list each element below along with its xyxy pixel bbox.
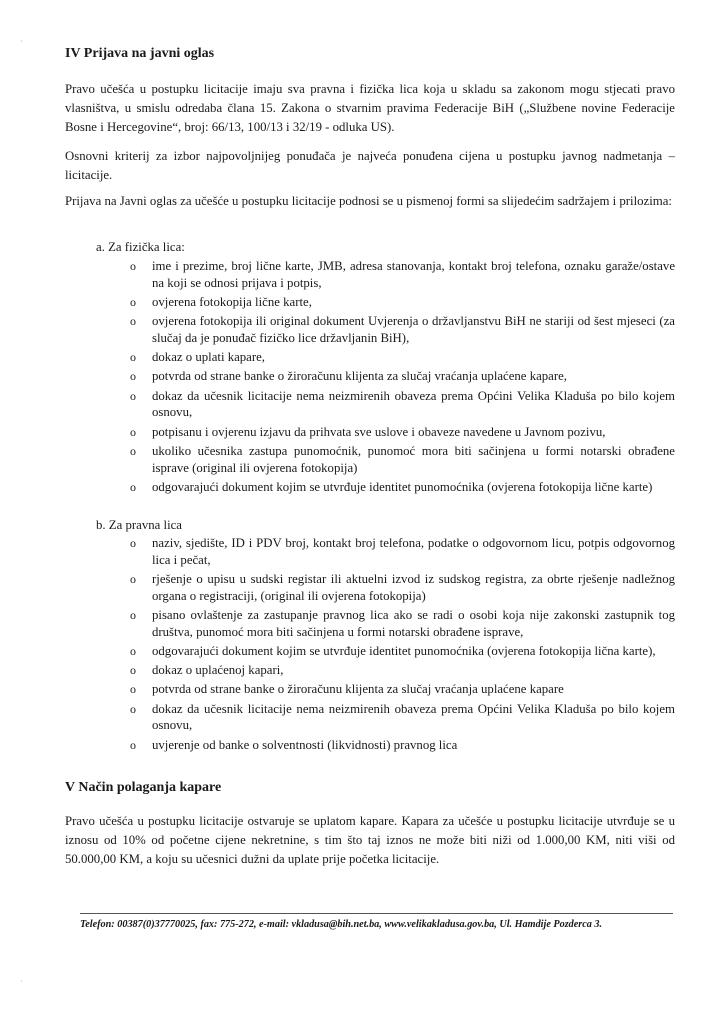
list-item-text: odgovarajući dokument kojim se utvrđuje identitet punomoćnika (ovjerena fotokopija lične karte) xyxy=(152,479,653,494)
bullet-icon: o xyxy=(130,643,136,658)
list-item-text: naziv, sjedište, ID i PDV broj, kontakt broj telefona, podatke o odgovornom licu, potpis odgovornog lica i pečat, xyxy=(152,536,675,567)
list-item-text: ovjerena fotokopija lične karte, xyxy=(152,294,312,309)
bullet-icon: o xyxy=(130,536,136,550)
list-item-text: pisano ovlaštenje za zastupanje pravnog lica ako se radi o osobi koja nije zakonski zastupnik tog društva, punomoć mora biti sačinjena u formi notarski obrađene isprave, xyxy=(152,607,675,639)
bullet-icon: o xyxy=(130,682,136,697)
bullet-icon: o xyxy=(130,424,136,439)
list-item xyxy=(130,643,675,660)
scan-mark: · xyxy=(20,976,23,986)
list-item-text: dokaz o uplaćenoj kapari, xyxy=(152,663,284,678)
paragraph-application-form: Prijava na Javni oglas za učešće u postupku licitacije podnosi se u pismenoj formi sa slijedećim sadržajem i prilozima: xyxy=(65,194,672,208)
list-item-text: uvjerenje od banke o solventnosti (likvidnosti) pravnog lica xyxy=(152,737,458,752)
list-item-text: potpisanu i ovjerenu izjavu da prihvata sve uslove i obaveze navedene u Javnom pozivu, xyxy=(152,424,606,439)
list-item xyxy=(130,479,675,496)
list-item-text: dokaz da učesnik licitacije nema neizmirenih obaveza prema Općini Velika Kladuša po bilo kojem osnovu, xyxy=(152,388,675,420)
paragraph-eligibility: Pravo učešća u postupku licitacije imaju sva pravna i fizička lica koja u skladu sa zakonom mogu stjecati pravo vlasništva, u smislu odredaba člana 15. Zakona o stvarnim pravima Federacije BiH („Službene novine Federacije Bosne i Hercegovine“, broj: 66/13, 100/13 i 32/19 - odluka US). xyxy=(65,82,675,134)
list-item xyxy=(130,535,675,569)
list-item xyxy=(130,313,675,347)
list-item xyxy=(130,424,675,441)
list-item-text: potvrda od strane banke o žiroračunu klijenta za slučaj vraćanja uplaćene kapare xyxy=(152,682,564,697)
list-item-text: dokaz da učesnik licitacije nema neizmirenih obaveza prema Općini Velika Kladuša po bilo kojem osnovu, xyxy=(152,701,675,733)
bullet-icon: o xyxy=(130,259,136,273)
subheading-natural-persons: a. Za fizička lica: xyxy=(96,240,185,254)
list-item-text: ovjerena fotokopija ili original dokument Uvjerenja o državljanstvu BiH ne stariji od šest mjeseci (za slučaj da je ponuđač fizičko lice državljanin BiH), xyxy=(152,314,675,345)
bullet-icon: o xyxy=(130,369,136,384)
paragraph-deposit: Pravo učešća u postupku licitacije ostvaruje se uplatom kapare. Kapara za učešće u postupku licitacije utvrđuje se u iznosu od 10% od početne cijene nekretnine, s tim što taj iznos ne može biti niži od 1.000,00 KM, niti viši od 50.000,00 KM, a koju su učesnici dužni da uplate prije početka licitacije. xyxy=(65,814,675,866)
list-item xyxy=(130,349,675,366)
natural-persons-list xyxy=(130,258,675,498)
scan-mark: · xyxy=(20,36,23,46)
list-item-text: potvrda od strane banke o žiroračunu klijenta za slučaj vraćanja uplaćene kapare, xyxy=(152,369,567,384)
list-item-text: dokaz o uplati kapare, xyxy=(152,350,265,365)
section-heading-v: V Način polaganja kapare xyxy=(65,780,222,795)
bullet-icon: o xyxy=(130,443,136,458)
list-item xyxy=(130,388,675,422)
list-item-text: rješenje o upisu u sudski registar ili aktuelni izvod iz sudskog registra, za obrte rješenje nadležnog organa o registraciji, (original ili ovjerena fotokopija) xyxy=(152,571,675,603)
list-item xyxy=(130,258,675,292)
section-heading-iv: IV Prijava na javni oglas xyxy=(65,46,215,61)
list-item xyxy=(130,571,675,605)
bullet-icon: o xyxy=(130,388,136,403)
list-item xyxy=(130,607,675,641)
list-item xyxy=(130,701,675,735)
list-item xyxy=(130,443,675,477)
list-item xyxy=(130,737,675,754)
paragraph-criterion: Osnovni kriterij za izbor najpovoljnijeg ponuđača je najveća ponuđena cijena u postupku javnog nadmetanja – licitacije. xyxy=(65,149,675,182)
list-item xyxy=(130,368,675,385)
bullet-icon: o xyxy=(130,571,136,586)
list-item-text: ime i prezime, broj lične karte, JMB, adresa stanovanja, kontakt broj telefona, oznaku garaže/ostave na koji se odnosi prijava i potpis, xyxy=(152,259,675,290)
bullet-icon: o xyxy=(130,294,136,309)
bullet-icon: o xyxy=(130,350,136,365)
subheading-legal-entities: b. Za pravna lica xyxy=(96,518,182,532)
bullet-icon: o xyxy=(130,663,136,678)
bullet-icon: o xyxy=(130,314,136,329)
legal-entities-list xyxy=(130,535,675,756)
list-item-text: ukoliko učesnika zastupa punomoćnik, punomoć mora biti sačinjena u formi notarski obrađene isprave (original ili ovjerena fotokopija) xyxy=(152,443,675,475)
bullet-icon: o xyxy=(130,479,136,494)
list-item-text: odgovarajući dokument kojim se utvrđuje identitet punomoćnika (ovjerena fotokopija lična karte), xyxy=(152,643,656,658)
footer-contact: Telefon: 00387(0)37770025, fax: 775-272, e-mail: vkladusa@bih.net.ba, www.velikakladusa.gov.ba, Ul. Hamdije Pozderca 3. xyxy=(80,919,603,930)
bullet-icon: o xyxy=(130,737,136,752)
footer-divider xyxy=(80,913,673,914)
bullet-icon: o xyxy=(130,701,136,716)
list-item xyxy=(130,681,675,698)
list-item xyxy=(130,662,675,679)
bullet-icon: o xyxy=(130,607,136,622)
list-item xyxy=(130,294,675,311)
